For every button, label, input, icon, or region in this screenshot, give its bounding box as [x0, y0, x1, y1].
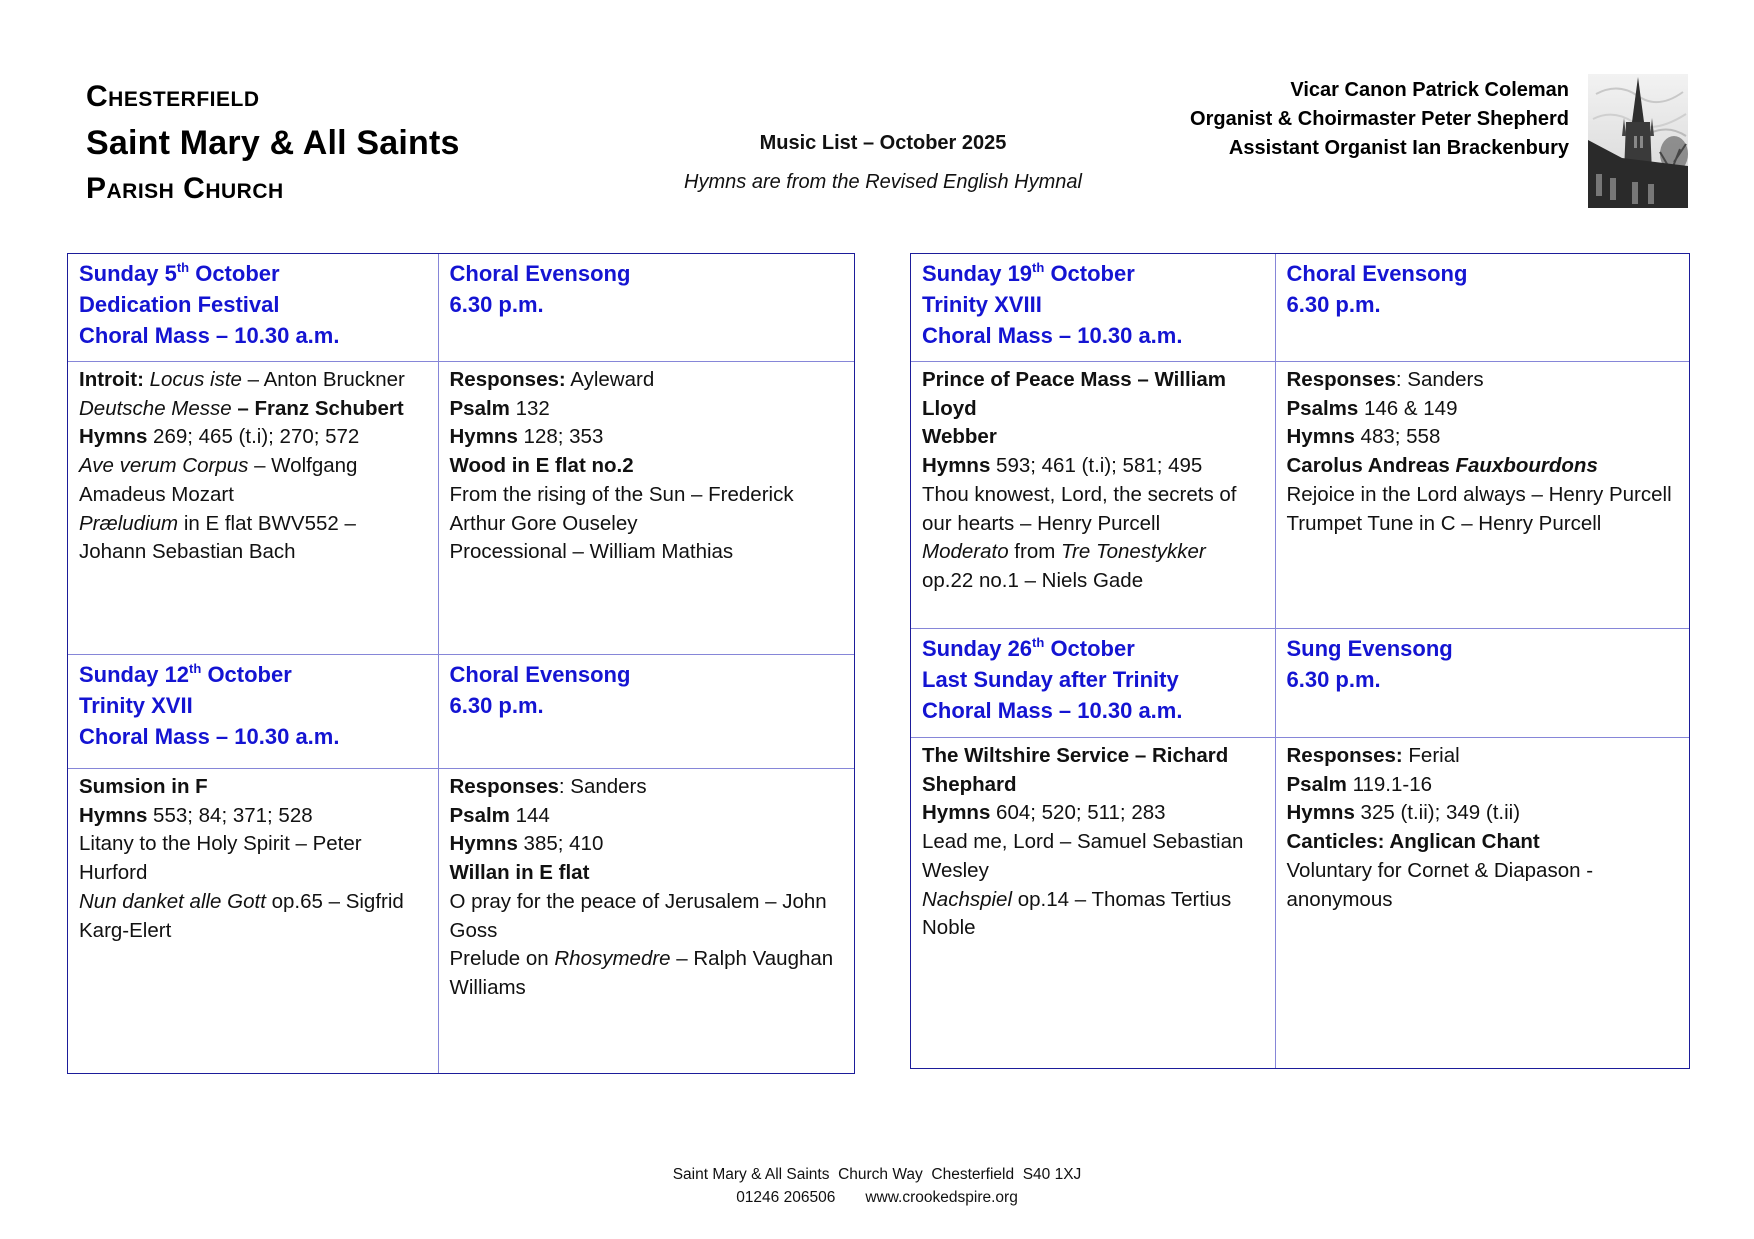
schedule-table-left: [67, 253, 855, 1074]
music-item: Lead me, Lord – Samuel Sebastian: [922, 830, 1244, 854]
responses: Responses: Sanders: [1286, 368, 1484, 391]
page-title: Music List – October 2025: [759, 132, 1007, 154]
responses: Responses: Sanders: [449, 775, 647, 798]
music-item: Introit: Locus iste – Anton Bruckner: [79, 368, 405, 391]
music-item: Johann Sebastian Bach: [79, 540, 296, 564]
evening-service-header: [438, 254, 854, 362]
morning-music-list: [911, 362, 1275, 629]
music-list-heading: [600, 130, 1166, 195]
music-item: op.22 no.1 – Niels Gade: [922, 568, 1144, 592]
mass-setting: The Wiltshire Service – Richard: [922, 744, 1229, 767]
organist-name: Organist & Choirmaster Peter Shepherd: [1190, 108, 1569, 130]
evening-music-list: [438, 362, 854, 655]
music-item: Nachspiel op.14 – Thomas Tertius: [922, 887, 1232, 911]
evening-service-name: Choral Evensong: [449, 261, 631, 286]
music-item: Processional – William Mathias: [449, 540, 734, 564]
phone-number: 01246 206506: [736, 1189, 836, 1206]
morning-service-header: [68, 655, 438, 769]
music-item: Amadeus Mozart: [79, 482, 234, 506]
evening-service-header: [438, 655, 854, 769]
music-item: anonymous: [1286, 887, 1393, 911]
parish-church-label: Parish Church: [86, 172, 284, 205]
hymn-numbers: Hymns 604; 520; 511; 283: [922, 801, 1166, 825]
music-item: Karg-Elert: [79, 918, 172, 942]
service-header-row: [68, 655, 854, 769]
morning-service-time: Choral Mass – 10.30 a.m.: [79, 323, 340, 348]
morning-service-time: Choral Mass – 10.30 a.m.: [922, 698, 1183, 723]
service-header-row: [68, 254, 854, 362]
evening-music-list: [1275, 738, 1689, 1069]
morning-service-header: [68, 254, 438, 362]
psalm: Psalm 144: [449, 803, 550, 827]
music-item: Trumpet Tune in C – Henry Purcell: [1286, 511, 1602, 535]
music-item: Deutsche Messe – Franz Schubert: [79, 396, 404, 420]
evening-service-time: 6.30 p.m.: [1286, 667, 1381, 692]
responses: Responses: Ayleward: [449, 368, 655, 391]
music-item: Præludium in E flat BWV552 –: [79, 511, 356, 535]
parish-name: [86, 74, 460, 212]
liturgical-occasion: Trinity XVIII: [922, 292, 1042, 317]
hymn-numbers: Hymns 553; 84; 371; 528: [79, 803, 313, 827]
hymn-numbers: Hymns 483; 558: [1286, 425, 1441, 449]
music-item: Wesley: [922, 858, 989, 882]
music-item: O pray for the peace of Jerusalem – John: [449, 889, 827, 913]
morning-service-header: [911, 254, 1275, 362]
service-music-row: [68, 362, 854, 655]
hymnal-note: Hymns are from the Revised English Hymnal: [684, 171, 1082, 193]
canticles: Carolus Andreas Fauxbourdons: [1286, 454, 1598, 478]
evening-service-time: 6.30 p.m.: [449, 693, 544, 718]
service-header-row: [911, 629, 1689, 738]
canticles: Canticles: Anglican Chant: [1286, 830, 1540, 854]
music-item: Williams: [449, 975, 526, 999]
evening-service-name: Choral Evensong: [449, 662, 631, 687]
service-date: Sunday 26th October: [922, 635, 1135, 661]
schedule-table-right: [910, 253, 1690, 1069]
evening-music-list: [1275, 362, 1689, 629]
assistant-organist-name: Assistant Organist Ian Brackenbury: [1228, 137, 1569, 159]
music-item: Arthur Gore Ouseley: [449, 511, 638, 535]
music-item: Ave verum Corpus – Wolfgang: [79, 454, 358, 478]
liturgical-occasion: Trinity XVII: [79, 693, 193, 718]
evening-service-name: Choral Evensong: [1286, 261, 1468, 286]
music-item: From the rising of the Sun – Frederick: [449, 482, 794, 506]
psalm: Psalm 132: [449, 396, 550, 420]
music-item: Hurford: [79, 861, 148, 885]
responses: Responses: Ferial: [1286, 744, 1460, 767]
parish-church-name: Saint Mary & All Saints: [86, 124, 460, 162]
morning-music-list: [68, 769, 438, 1074]
footer: [0, 1163, 1754, 1209]
church-address: Saint Mary & All Saints Church Way Chesterfield S40 1XJ: [672, 1166, 1082, 1183]
hymn-numbers: Hymns 385; 410: [449, 832, 604, 856]
music-item: Thou knowest, Lord, the secrets of: [922, 482, 1237, 506]
service-date: Sunday 5th October: [79, 260, 280, 286]
evening-service-header: [1275, 254, 1689, 362]
music-item: Litany to the Holy Spirit – Peter: [79, 832, 362, 856]
music-item: Moderato from Tre Tonestykker: [922, 540, 1206, 564]
service-header-row: [911, 254, 1689, 362]
music-item: Goss: [449, 918, 498, 942]
contact-line: [0, 1186, 1754, 1209]
morning-service-header: [911, 629, 1275, 738]
morning-music-list: [911, 738, 1275, 1069]
psalm: Psalm 119.1-16: [1286, 772, 1433, 796]
psalm: Psalms 146 & 149: [1286, 396, 1458, 420]
morning-service-time: Choral Mass – 10.30 a.m.: [922, 323, 1183, 348]
mass-setting: Prince of Peace Mass – William Lloyd: [922, 368, 1227, 420]
morning-service-time: Choral Mass – 10.30 a.m.: [79, 724, 340, 749]
canticles: Willan in E flat: [449, 861, 590, 885]
hymn-numbers: Hymns 325 (t.ii); 349 (t.ii): [1286, 801, 1521, 825]
hymn-numbers: Hymns 269; 465 (t.i); 270; 572: [79, 425, 360, 449]
hymn-numbers: Hymns 593; 461 (t.i); 581; 495: [922, 454, 1203, 478]
evening-service-time: 6.30 p.m.: [449, 292, 544, 317]
evening-service-header: [1275, 629, 1689, 738]
parish-town: Chesterfield: [86, 80, 260, 113]
service-music-row: [68, 769, 854, 1074]
music-item: Rejoice in the Lord always – Henry Purcell: [1286, 482, 1672, 506]
liturgical-occasion: Last Sunday after Trinity: [922, 667, 1179, 692]
mass-setting: Webber: [922, 425, 997, 449]
liturgical-occasion: Dedication Festival: [79, 292, 280, 317]
music-item: Voluntary for Cornet & Diapason -: [1286, 858, 1594, 882]
website-link[interactable]: www.crookedspire.org: [865, 1189, 1018, 1206]
service-music-row: [911, 362, 1689, 629]
music-item: our hearts – Henry Purcell: [922, 511, 1161, 535]
service-music-row: [911, 738, 1689, 1069]
music-item: Noble: [922, 916, 976, 940]
church-spire-photo-icon: [1588, 74, 1688, 208]
morning-music-list: [68, 362, 438, 655]
music-item: Nun danket alle Gott op.65 – Sigfrid: [79, 889, 404, 913]
evening-service-time: 6.30 p.m.: [1286, 292, 1381, 317]
evening-service-name: Sung Evensong: [1286, 636, 1453, 661]
service-date: Sunday 12th October: [79, 661, 292, 687]
evening-music-list: [438, 769, 854, 1074]
clergy-list: [1190, 76, 1569, 163]
vicar-name: Vicar Canon Patrick Coleman: [1290, 79, 1569, 101]
mass-setting: Shephard: [922, 772, 1017, 796]
music-item: Prelude on Rhosymedre – Ralph Vaughan: [449, 947, 834, 971]
canticles: Wood in E flat no.2: [449, 454, 634, 478]
hymn-numbers: Hymns 128; 353: [449, 425, 604, 449]
mass-setting: Sumsion in F: [79, 775, 208, 798]
service-date: Sunday 19th October: [922, 260, 1135, 286]
